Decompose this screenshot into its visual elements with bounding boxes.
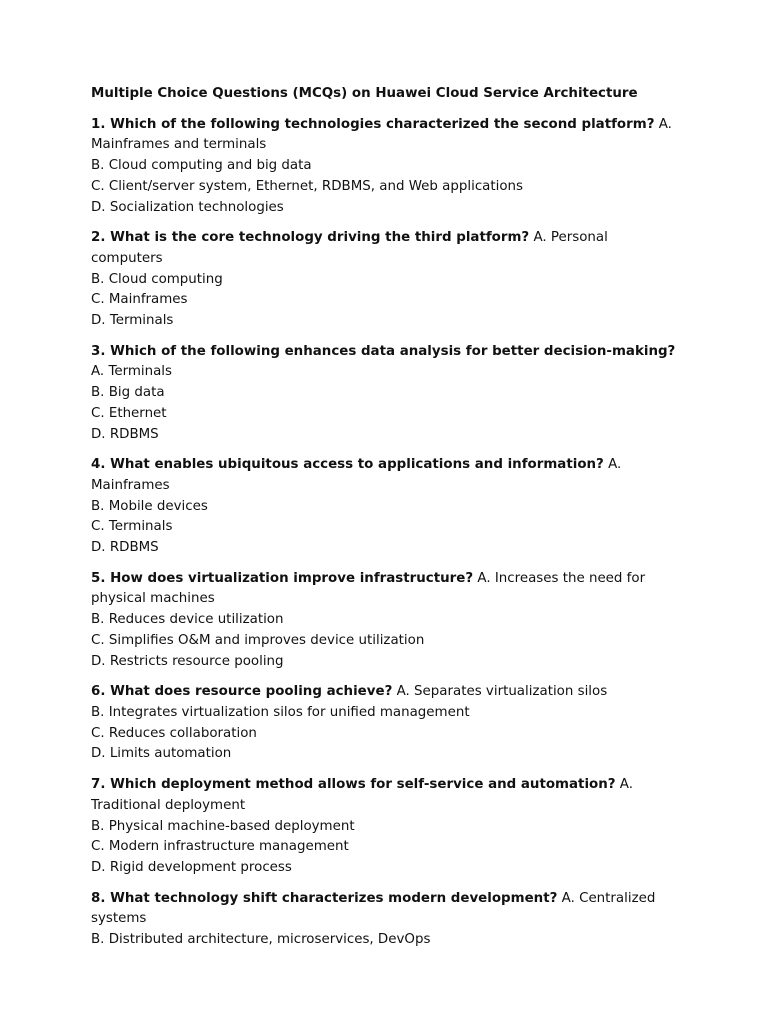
question-stem: 8. What technology shift characterizes modern development? bbox=[91, 890, 558, 906]
option-d: D. RDBMS bbox=[91, 540, 159, 556]
option-b: B. Integrates virtualization silos for unified management bbox=[91, 704, 470, 720]
option-a: A. Personal computers bbox=[91, 230, 608, 266]
option-b: B. Cloud computing and big data bbox=[91, 158, 312, 174]
question-8 bbox=[91, 889, 681, 951]
option-c: C. Reduces collaboration bbox=[91, 725, 257, 741]
option-d: D. RDBMS bbox=[91, 426, 159, 442]
question-7 bbox=[91, 775, 681, 879]
question-1 bbox=[91, 115, 681, 219]
option-d: D. Socialization technologies bbox=[91, 199, 284, 215]
question-line bbox=[91, 569, 681, 610]
option-a: A. Mainframes and terminals bbox=[91, 116, 672, 153]
option-a: A. Terminals bbox=[91, 364, 173, 380]
option-d: D. Terminals bbox=[91, 313, 174, 329]
question-4 bbox=[91, 455, 681, 559]
option-b: B. Big data bbox=[91, 385, 165, 401]
question-stem: 1. Which of the following technologies characterized the second platform? bbox=[91, 116, 655, 132]
question-stem: 6. What does resource pooling achieve? bbox=[91, 684, 393, 700]
option-c: C. Terminals bbox=[91, 519, 173, 535]
option-d: D. Limits automation bbox=[91, 746, 232, 762]
question-2 bbox=[91, 228, 681, 332]
question-3 bbox=[91, 342, 681, 446]
document-page bbox=[91, 84, 681, 961]
option-c: C. Mainframes bbox=[91, 292, 188, 308]
option-a: A. Traditional deployment bbox=[91, 777, 633, 813]
option-b: B. Distributed architecture, microservices, DevOps bbox=[91, 932, 431, 948]
option-c: C. Ethernet bbox=[91, 405, 167, 421]
question-stem: 4. What enables ubiquitous access to applications and information? bbox=[91, 457, 604, 473]
option-b: B. Reduces device utilization bbox=[91, 612, 284, 628]
option-c: C. Simplifies O&M and improves device utilization bbox=[91, 632, 425, 648]
question-line bbox=[91, 115, 681, 156]
option-a: A. Increases the need for physical machines bbox=[91, 570, 646, 607]
question-line bbox=[91, 775, 681, 816]
option-b: B. Physical machine-based deployment bbox=[91, 818, 355, 834]
question-stem: 7. Which deployment method allows for self-service and automation? bbox=[91, 777, 616, 793]
question-6 bbox=[91, 682, 681, 765]
question-line bbox=[91, 682, 681, 703]
question-stem: 5. How does virtualization improve infrastructure? bbox=[91, 570, 474, 586]
question-line bbox=[91, 889, 681, 930]
option-b: B. Cloud computing bbox=[91, 271, 223, 287]
option-c: C. Client/server system, Ethernet, RDBMS, and Web applications bbox=[91, 178, 524, 194]
question-stem: 2. What is the core technology driving the third platform? bbox=[91, 230, 530, 246]
question-line bbox=[91, 455, 681, 496]
option-a: A. Centralized systems bbox=[91, 890, 656, 927]
option-d: D. Rigid development process bbox=[91, 859, 292, 875]
question-line bbox=[91, 228, 681, 269]
question-line bbox=[91, 342, 681, 383]
question-stem: 3. Which of the following enhances data analysis for better decision-making? bbox=[91, 343, 676, 359]
option-a: A. Separates virtualization silos bbox=[396, 684, 608, 700]
question-5 bbox=[91, 569, 681, 673]
document-title: Multiple Choice Questions (MCQs) on Huawei Cloud Service Architecture bbox=[91, 86, 638, 101]
option-b: B. Mobile devices bbox=[91, 498, 208, 514]
option-c: C. Modern infrastructure management bbox=[91, 839, 349, 855]
option-d: D. Restricts resource pooling bbox=[91, 653, 284, 669]
option-a: A. Mainframes bbox=[91, 457, 622, 493]
